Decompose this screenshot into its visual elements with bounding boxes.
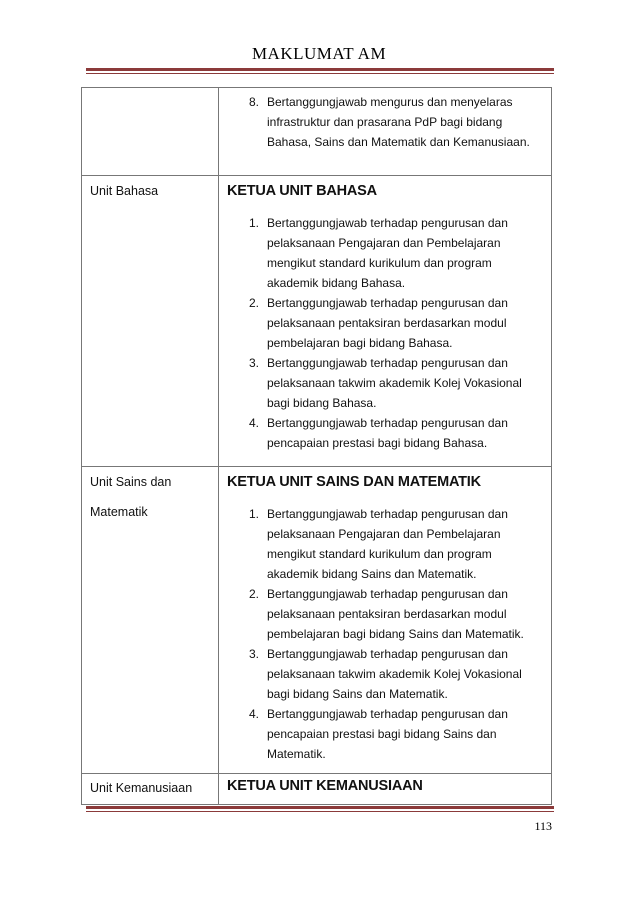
duty-text-line: pelaksanaan Pengajaran dan Pembelajaran	[267, 236, 501, 250]
duty-item	[227, 644, 545, 704]
duty-text-line: Bertanggungjawab terhadap pengurusan dan	[267, 647, 508, 661]
unit-label: Unit Bahasa	[90, 184, 159, 198]
responsibility-table	[81, 87, 552, 805]
table-row	[82, 88, 552, 176]
duty-number: 8.	[249, 95, 260, 109]
duties-cell	[219, 774, 552, 805]
duty-text-line: Bertanggungjawab terhadap pengurusan dan	[267, 507, 508, 521]
duty-text-line: akademik bidang Bahasa.	[267, 276, 406, 290]
table-row	[82, 467, 552, 774]
duty-text-line: Matematik.	[267, 747, 326, 761]
footer-rule	[86, 806, 554, 812]
duty-text-line: bagi bidang Bahasa.	[267, 396, 377, 410]
unit-label-cell	[82, 774, 219, 805]
duty-text-line: pembelajaran bagi bidang Sains dan Matematik.	[267, 627, 524, 641]
duty-text-line: pelaksanaan takwim akademik Kolej Vokasional	[267, 376, 522, 390]
unit-label-cell	[82, 467, 219, 774]
unit-heading: KETUA UNIT SAINS DAN MATEMATIK	[227, 474, 481, 490]
unit-heading: KETUA UNIT KEMANUSIAAN	[227, 778, 423, 794]
unit-label-line: Unit Sains dan	[90, 475, 172, 489]
duty-number: 4.	[249, 707, 260, 721]
duty-list	[227, 504, 545, 764]
duty-number: 2.	[249, 296, 260, 310]
duty-text-line: pelaksanaan pentaksiran berdasarkan modul	[267, 316, 507, 330]
duty-text-line: Bertanggungjawab terhadap pengurusan dan	[267, 587, 508, 601]
duty-text-line: Bertanggungjawab terhadap pengurusan dan	[267, 356, 508, 370]
duty-text-line: Bertanggungjawab terhadap pengurusan dan	[267, 416, 508, 430]
duty-number: 2.	[249, 587, 260, 601]
duty-number: 4.	[249, 416, 260, 430]
duty-item	[227, 213, 545, 293]
unit-heading: KETUA UNIT BAHASA	[227, 183, 377, 199]
duty-text-line: Bahasa, Sains dan Matematik dan Kemanusiaan.	[267, 135, 530, 149]
unit-label-cell	[82, 176, 219, 467]
duty-text-line: Bertanggungjawab terhadap pengurusan dan	[267, 296, 508, 310]
table-row	[82, 774, 552, 805]
page-header-title: MAKLUMAT AM	[251, 44, 387, 63]
duty-item	[227, 293, 545, 353]
duty-list	[227, 92, 545, 152]
duty-text-line: akademik bidang Sains dan Matematik.	[267, 567, 477, 581]
duty-text-line: mengikut standard kurikulum dan program	[267, 547, 492, 561]
duties-cell	[219, 88, 552, 176]
duty-item	[227, 704, 545, 764]
duty-text-line: pelaksanaan Pengajaran dan Pembelajaran	[267, 527, 501, 541]
duty-item	[227, 504, 545, 584]
duty-text-line: Bertanggungjawab terhadap pengurusan dan	[267, 707, 508, 721]
duty-item	[227, 584, 545, 644]
duty-text-line: bagi bidang Sains dan Matematik.	[267, 687, 448, 701]
duty-text-line: pencapaian prestasi bagi bidang Sains dan	[267, 727, 497, 741]
duty-text-line: pelaksanaan takwim akademik Kolej Vokasional	[267, 667, 522, 681]
duties-cell	[219, 467, 552, 774]
duty-number: 3.	[249, 647, 260, 661]
unit-label: Unit Kemanusiaan	[90, 781, 193, 795]
duty-item	[227, 413, 545, 453]
duty-number: 3.	[249, 356, 260, 370]
duty-text-line: pencapaian prestasi bagi bidang Bahasa.	[267, 436, 488, 450]
duty-list	[227, 213, 545, 453]
duty-text-line: infrastruktur dan prasarana PdP bagi bidang	[267, 115, 503, 129]
table-row	[82, 176, 552, 467]
unit-label-cell	[82, 88, 219, 176]
unit-label-line: Matematik	[90, 505, 148, 519]
duty-number: 1.	[249, 507, 260, 521]
duty-text-line: Bertanggungjawab terhadap pengurusan dan	[267, 216, 508, 230]
duty-text-line: Bertanggungjawab mengurus dan menyelaras	[267, 95, 513, 109]
unit-label	[90, 467, 218, 527]
duty-text-line: pembelajaran bagi bidang Bahasa.	[267, 336, 453, 350]
duty-number: 1.	[249, 216, 260, 230]
header-rule	[86, 68, 554, 74]
duty-text-line: pelaksanaan pentaksiran berdasarkan modul	[267, 607, 507, 621]
duty-text-line: mengikut standard kurikulum dan program	[267, 256, 492, 270]
duty-item	[227, 92, 545, 152]
duty-item	[227, 353, 545, 413]
duties-cell	[219, 176, 552, 467]
page-number: 113	[534, 819, 552, 833]
